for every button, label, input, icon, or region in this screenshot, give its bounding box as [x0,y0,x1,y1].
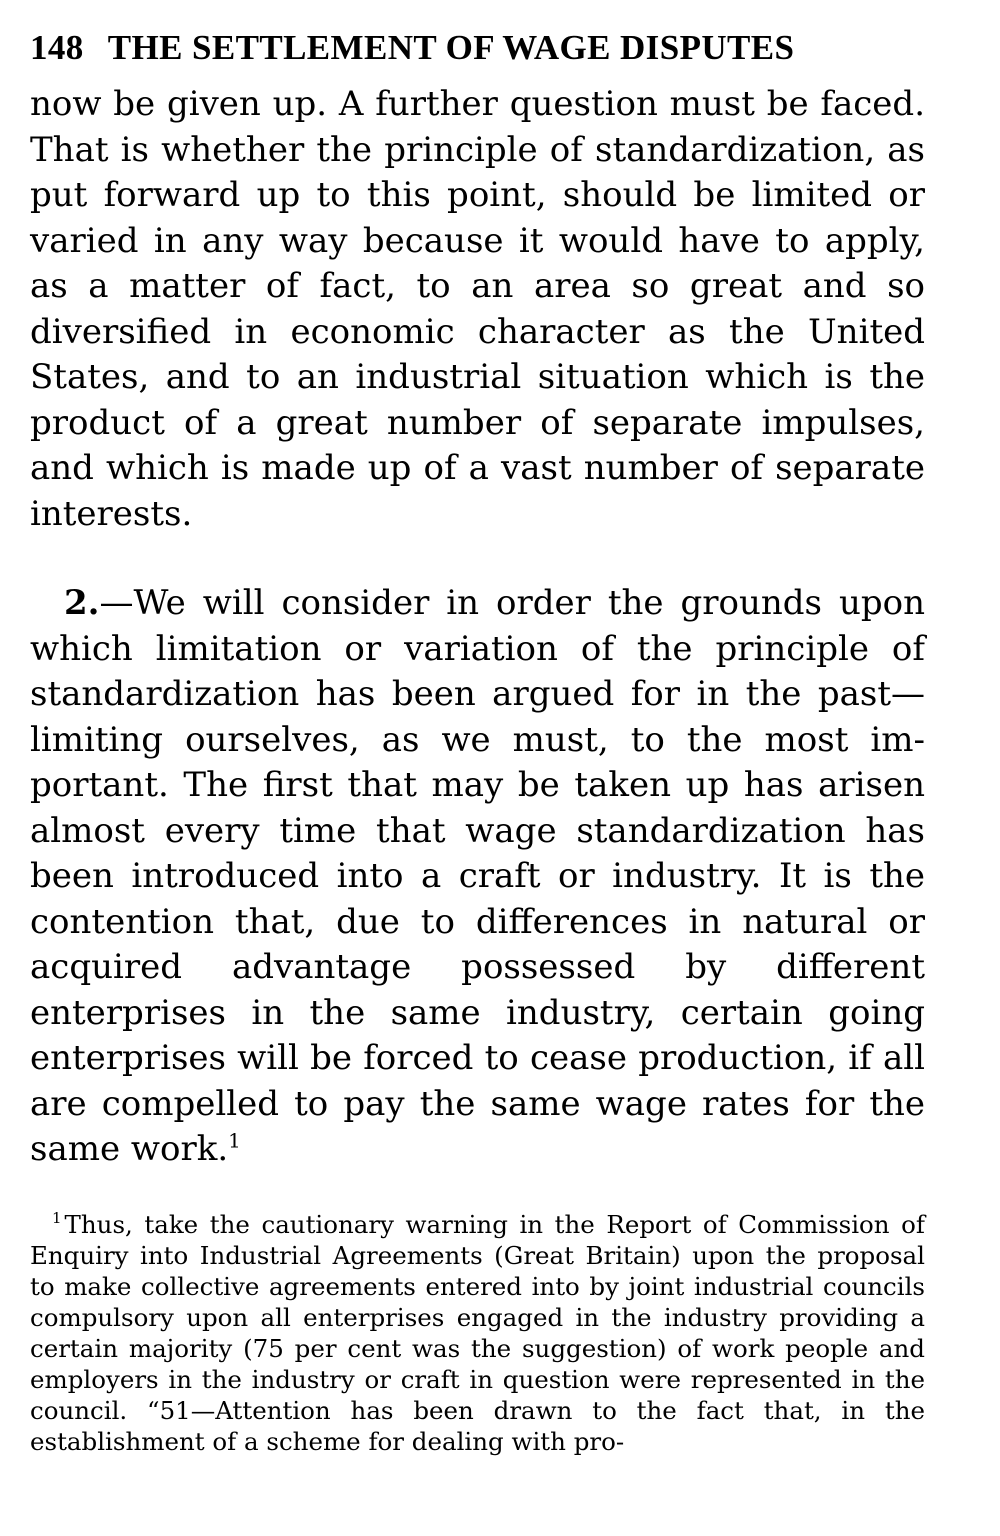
footnote [30,1209,925,1457]
running-title: THE SETTLEMENT OF WAGE DISPUTES [107,28,795,67]
footnote-reference: 1 [228,1128,241,1153]
paragraph-section-2 [30,581,925,1173]
section-number: 2. [64,583,100,623]
paragraph-spacer [30,537,925,581]
page-number: 148 [30,28,84,67]
body-text [30,82,925,1173]
book-page [30,28,925,1457]
paragraph-text: —We will consider in order the grounds upon which limitation or variation of the principle of standardization has been argued for in the past—limiting ourselves, as we must, to the most important. The first that may be taken up has arisen almost every time that wage standardization has been introduced into a craft or industry. It is the contention that, due to differences in natural or acquired advantage possessed by different enterprises in the same industry, certain going enterprises will be forced to cease production, if all are compelled to pay the same wage rates for the same work. [30,583,925,1169]
paragraph-continued: now be given up. A further question must be faced. That is whether the principle of standardization, as put forward up to this point, should be limited or varied in any way because it would have to apply, as a matter of fact, to an area so great and so diversified in economic character as the United States, and to an industrial situation which is the product of a great number of separate impulses, and which is made up of a vast number of separate interests. [30,84,925,534]
footnote-text: Thus, take the cautionary warning in the Report of Commission of Enquiry into Industrial Agreements (Great Britain) upon the proposal to make collective agreements entered into by joint industrial councils compulsory upon all enterprises engaged in the industry providing a certain majority (75 per cent was the suggestion) of work people and employers in the industry or craft in question were represented in the council. “51—Attention has been drawn to the fact that, in the establishment of a scheme for dealing with pro- [30,1209,925,1456]
running-head [30,28,925,82]
footnote-mark: 1 [52,1209,62,1228]
